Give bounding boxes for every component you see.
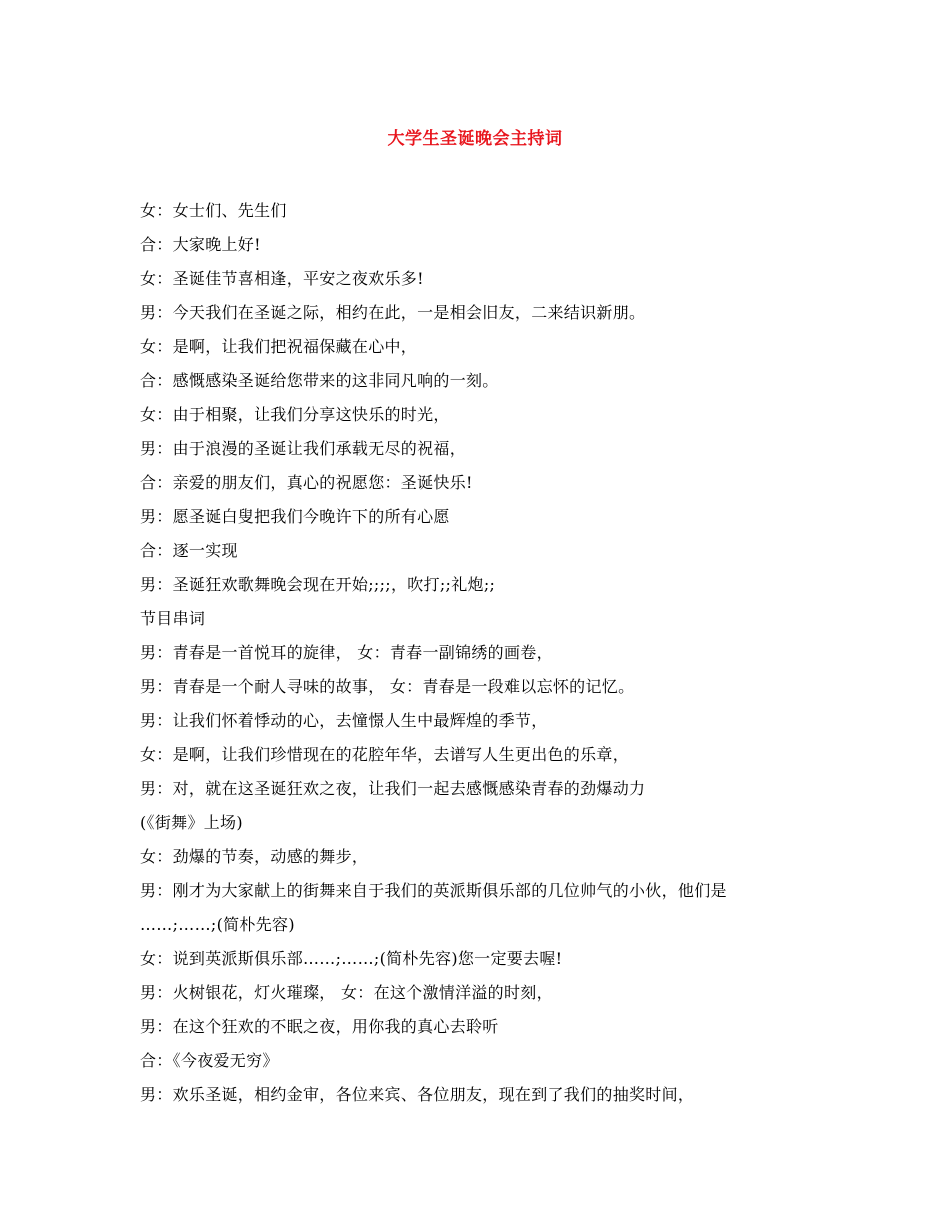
text-line: 男：欢乐圣诞，相约金审，各位来宾、各位朋友，现在到了我们的抽奖时间， bbox=[140, 1085, 695, 1104]
stage-direction: (《街舞》上场) bbox=[140, 813, 243, 832]
text-line: 女：是啊，让我们把祝福保藏在心中， bbox=[140, 337, 418, 356]
text-line: 女：说到英派斯俱乐部……;……;(简朴先容)您一定要去喔! bbox=[140, 949, 563, 968]
text-line: 合：亲爱的朋友们，真心的祝愿您：圣诞快乐! bbox=[140, 473, 473, 492]
text-line: 男：今天我们在圣诞之际，相约在此，一是相会旧友，二来结识新朋。 bbox=[140, 303, 646, 322]
text-line: ……;……;(简朴先容) bbox=[140, 915, 295, 934]
text-line: 男：青春是一首悦耳的旋律， 女：青春一副锦绣的画卷， bbox=[140, 643, 553, 662]
text-line: 男：对，就在这圣诞狂欢之夜，让我们一起去感慨感染青春的劲爆动力 bbox=[140, 779, 646, 798]
text-line: 男：刚才为大家献上的街舞来自于我们的英派斯俱乐部的几位帅气的小伙，他们是 bbox=[140, 881, 727, 900]
text-line: 男：让我们怀着悸动的心，去憧憬人生中最辉煌的季节， bbox=[140, 711, 548, 730]
text-line: 女：是啊，让我们珍惜现在的花腔年华，去谱写人生更出色的乐章， bbox=[140, 745, 630, 764]
document-body bbox=[140, 194, 830, 1112]
section-heading: 节目串词 bbox=[140, 609, 206, 628]
text-line: 女：由于相聚，让我们分享这快乐的时光， bbox=[140, 405, 450, 424]
text-line: 男：在这个狂欢的不眠之夜，用你我的真心去聆听 bbox=[140, 1017, 499, 1036]
text-line: 女：劲爆的节奏，动感的舞步， bbox=[140, 847, 369, 866]
text-line: 男：火树银花，灯火璀璨， 女：在这个激情洋溢的时刻， bbox=[140, 983, 553, 1002]
document-title: 大学生圣诞晚会主持词 bbox=[387, 129, 563, 149]
text-line: 女：圣诞佳节喜相逢，平安之夜欢乐多! bbox=[140, 269, 424, 288]
text-line: 男：青春是一个耐人寻味的故事， 女：青春是一段难以忘怀的记忆。 bbox=[140, 677, 635, 696]
text-line: 合：《今夜爱无穷》 bbox=[140, 1051, 279, 1070]
text-line: 合：大家晚上好! bbox=[140, 235, 261, 254]
text-line: 男：圣诞狂欢歌舞晚会现在开始;;;;，吹打;;礼炮;; bbox=[140, 575, 496, 594]
text-line: 女：女士们、先生们 bbox=[140, 201, 287, 220]
text-line: 男：由于浪漫的圣诞让我们承载无尽的祝福， bbox=[140, 439, 467, 458]
text-line: 男：愿圣诞白叟把我们今晚许下的所有心愿 bbox=[140, 507, 450, 526]
text-line: 合：感慨感染圣诞给您带来的这非同凡响的一刻。 bbox=[140, 371, 499, 390]
text-line: 合：逐一实现 bbox=[140, 541, 238, 560]
